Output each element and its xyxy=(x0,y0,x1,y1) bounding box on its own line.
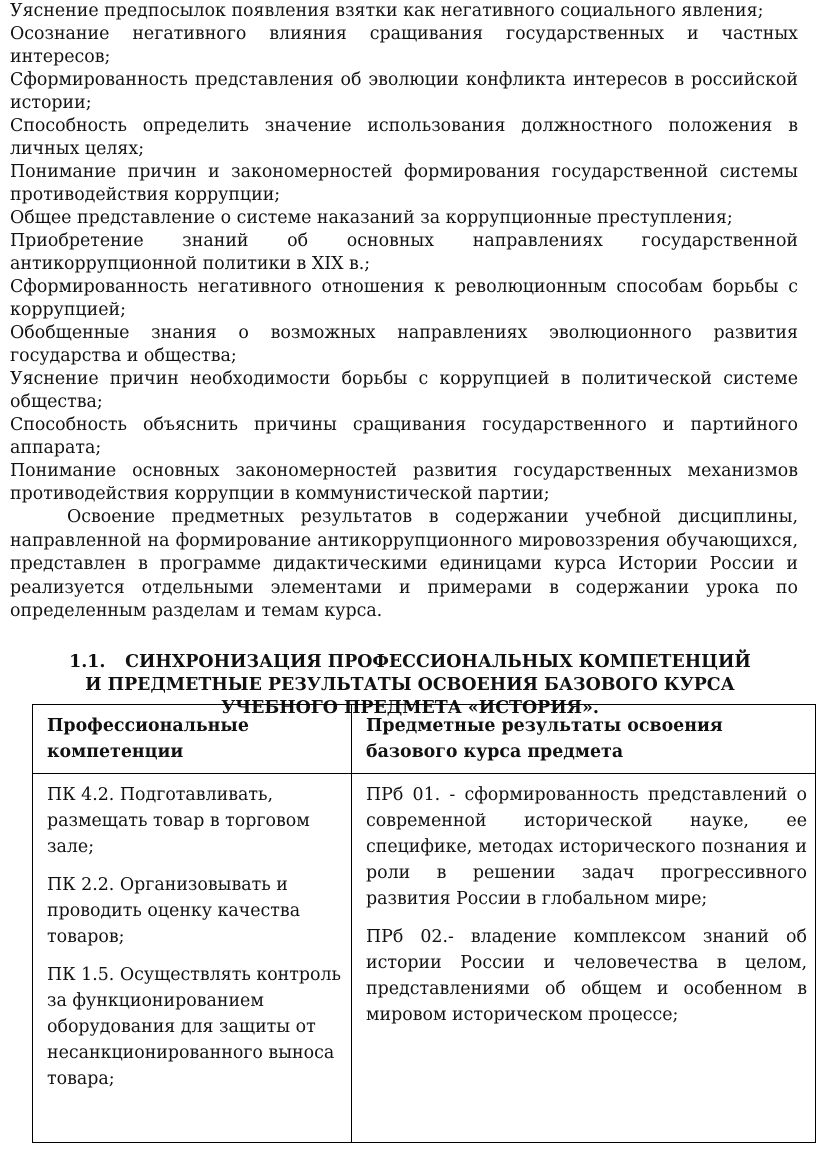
competencies-table xyxy=(32,704,816,1143)
list-item: Сформированность представления об эволюции конфликта интересов в российской истории; xyxy=(10,70,798,113)
list-item: Понимание причин и закономерностей формирования государственной системы противодействия коррупции; xyxy=(10,162,798,205)
competencies-cell xyxy=(33,774,352,1143)
list-item: Обобщенные знания о возможных направлениях эволюционного развития государства и общества; xyxy=(10,323,798,366)
competency-item: ПК 2.2. Организовывать и проводить оценку качества товаров; xyxy=(47,875,301,947)
section-number: 1.1. xyxy=(69,651,106,672)
list-item: Способность объяснить причины сращивания государственного и партийного аппарата; xyxy=(10,415,798,458)
list-item: Сформированность негативного отношения к революционным способам борьбы с коррупцией; xyxy=(10,277,798,320)
list-item: Общее представление о системе наказаний за коррупционные преступления; xyxy=(10,208,733,228)
list-item: Понимание основных закономерностей развития государственных механизмов противодействия коррупции в коммунистической партии; xyxy=(10,461,798,504)
intro-list xyxy=(10,0,798,506)
list-item: Уяснение предпосылок появления взятки как негативного социального явления; xyxy=(10,1,764,21)
list-item: Уяснение причин необходимости борьбы с коррупцией в политической системе общества; xyxy=(10,369,798,412)
list-item: Приобретение знаний об основных направлениях государственной антикоррупционной политики в XIX в.; xyxy=(10,231,798,274)
competency-item: ПК 4.2. Подготавливать, размещать товар в торговом зале; xyxy=(47,785,310,857)
list-item: Осознание негативного влияния сращивания государственных и частных интересов; xyxy=(10,24,798,67)
competency-item: ПК 1.5. Осуществлять контроль за функционированием оборудования для защиты от несанкционированного выноса товара; xyxy=(47,965,342,1089)
results-cell xyxy=(352,774,816,1143)
result-item: ПРб 02.- владение комплексом знаний об истории России и человечества в целом, представлениями об общем и особенном в мировом историческом процессе; xyxy=(366,927,807,1025)
header-results: Предметные результаты освоения базового курса предмета xyxy=(352,705,816,774)
list-item: Способность определить значение использования должностного положения в личных целях; xyxy=(10,116,798,159)
body-paragraph: Освоение предметных результатов в содержании учебной дисциплины, направленной на формирование антикоррупционного мировоззрения обучающихся, представлен в программе дидактическими единицами курса Истории России и реализуется отдельными элементами и примерами в содержании урока по определенным разделам и темам курса. xyxy=(10,507,798,621)
section-title: СИНХРОНИЗАЦИЯ ПРОФЕССИОНАЛЬНЫХ КОМПЕТЕНЦИЙ И ПРЕДМЕТНЫЕ РЕЗУЛЬТАТЫ ОСВОЕНИЯ БАЗОВОГО КУРСА УЧЕБНОГО ПРЕДМЕТА «ИСТОРИЯ». xyxy=(85,651,751,718)
result-item: ПРб 01. - сформированность представлений о современной исторической науке, ее специфике, методах исторического познания и роли в решении задач прогрессивного развития России в глобальном мире; xyxy=(366,785,807,909)
document-page xyxy=(10,0,798,720)
table-row xyxy=(33,774,816,1143)
table-header-row xyxy=(33,705,816,774)
header-competencies: Профессиональные компетенции xyxy=(33,705,352,774)
